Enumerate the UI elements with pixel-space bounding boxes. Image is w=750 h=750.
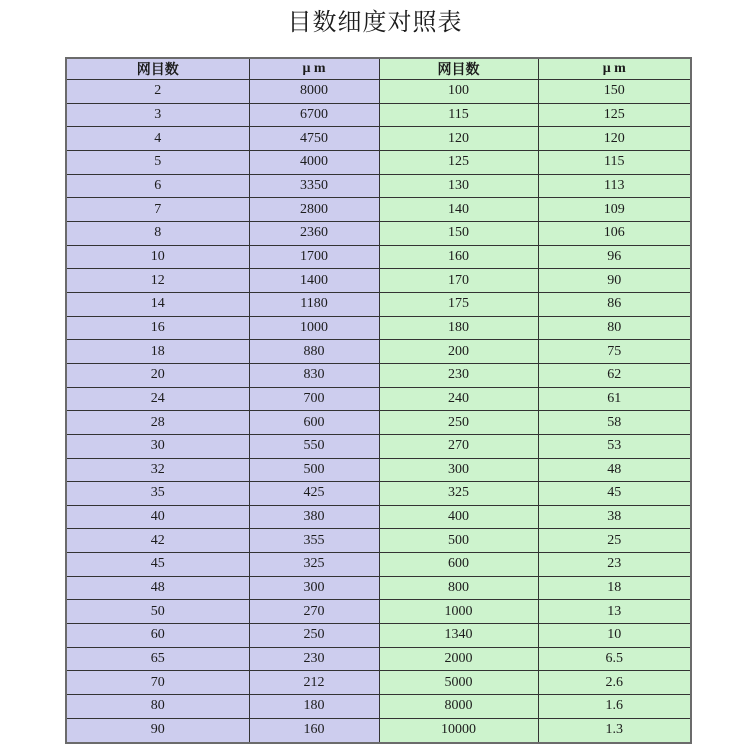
table-row [66, 458, 691, 482]
cell-mesh-right: 300 [379, 458, 538, 482]
cell-micron-right: 53 [538, 434, 691, 458]
cell-mesh-left: 5 [66, 150, 249, 174]
cell-mesh-right: 240 [379, 387, 538, 411]
cell-micron-left: 180 [249, 695, 379, 719]
table-row [66, 221, 691, 245]
cell-mesh-right: 800 [379, 576, 538, 600]
cell-mesh-left: 4 [66, 127, 249, 151]
cell-micron-left: 4750 [249, 127, 379, 151]
cell-micron-left: 700 [249, 387, 379, 411]
header-mesh-count-right: 网目数 [379, 58, 538, 80]
cell-micron-left: 6700 [249, 103, 379, 127]
cell-micron-right: 1.3 [538, 718, 691, 743]
table-row [66, 103, 691, 127]
cell-micron-right: 6.5 [538, 647, 691, 671]
cell-mesh-left: 28 [66, 411, 249, 435]
cell-mesh-right: 270 [379, 434, 538, 458]
cell-mesh-right: 400 [379, 505, 538, 529]
cell-micron-right: 23 [538, 553, 691, 577]
cell-micron-left: 1180 [249, 292, 379, 316]
cell-micron-right: 62 [538, 363, 691, 387]
table-body [66, 80, 691, 744]
table-row [66, 600, 691, 624]
cell-mesh-right: 140 [379, 198, 538, 222]
cell-micron-right: 61 [538, 387, 691, 411]
cell-micron-right: 38 [538, 505, 691, 529]
cell-mesh-left: 16 [66, 316, 249, 340]
cell-micron-right: 90 [538, 269, 691, 293]
table-row [66, 387, 691, 411]
cell-micron-left: 830 [249, 363, 379, 387]
cell-mesh-right: 125 [379, 150, 538, 174]
cell-mesh-right: 1340 [379, 624, 538, 648]
cell-mesh-left: 14 [66, 292, 249, 316]
cell-micron-right: 125 [538, 103, 691, 127]
cell-mesh-right: 8000 [379, 695, 538, 719]
cell-micron-right: 150 [538, 80, 691, 104]
table-row [66, 411, 691, 435]
table-row [66, 316, 691, 340]
cell-mesh-left: 80 [66, 695, 249, 719]
cell-mesh-left: 7 [66, 198, 249, 222]
cell-mesh-left: 12 [66, 269, 249, 293]
cell-mesh-right: 200 [379, 340, 538, 364]
cell-micron-left: 2360 [249, 221, 379, 245]
cell-micron-left: 550 [249, 434, 379, 458]
cell-micron-left: 380 [249, 505, 379, 529]
cell-mesh-left: 60 [66, 624, 249, 648]
table-row [66, 647, 691, 671]
cell-mesh-left: 65 [66, 647, 249, 671]
table-row [66, 505, 691, 529]
cell-micron-left: 500 [249, 458, 379, 482]
table-row [66, 80, 691, 104]
cell-micron-left: 250 [249, 624, 379, 648]
cell-mesh-left: 48 [66, 576, 249, 600]
cell-micron-right: 115 [538, 150, 691, 174]
cell-mesh-right: 600 [379, 553, 538, 577]
cell-mesh-right: 180 [379, 316, 538, 340]
cell-mesh-left: 70 [66, 671, 249, 695]
cell-micron-right: 10 [538, 624, 691, 648]
cell-mesh-left: 6 [66, 174, 249, 198]
header-micron-right: μ m [538, 58, 691, 80]
cell-mesh-right: 10000 [379, 718, 538, 743]
table-row [66, 127, 691, 151]
table-row [66, 269, 691, 293]
cell-mesh-left: 90 [66, 718, 249, 743]
cell-mesh-left: 2 [66, 80, 249, 104]
cell-micron-left: 230 [249, 647, 379, 671]
table-row [66, 174, 691, 198]
cell-micron-left: 355 [249, 529, 379, 553]
cell-micron-right: 58 [538, 411, 691, 435]
table-row [66, 718, 691, 743]
cell-micron-right: 2.6 [538, 671, 691, 695]
cell-mesh-left: 32 [66, 458, 249, 482]
cell-micron-left: 8000 [249, 80, 379, 104]
cell-mesh-right: 5000 [379, 671, 538, 695]
cell-micron-right: 86 [538, 292, 691, 316]
cell-micron-right: 120 [538, 127, 691, 151]
cell-micron-right: 13 [538, 600, 691, 624]
cell-mesh-left: 20 [66, 363, 249, 387]
header-mesh-count-left: 网目数 [66, 58, 249, 80]
cell-micron-right: 18 [538, 576, 691, 600]
cell-micron-right: 106 [538, 221, 691, 245]
page-title: 目数细度对照表 [287, 10, 463, 36]
cell-mesh-left: 10 [66, 245, 249, 269]
table-row [66, 624, 691, 648]
cell-micron-left: 880 [249, 340, 379, 364]
cell-micron-left: 3350 [249, 174, 379, 198]
table-header-row [66, 58, 691, 80]
cell-micron-right: 96 [538, 245, 691, 269]
table-row [66, 198, 691, 222]
table-row [66, 363, 691, 387]
cell-micron-right: 1.6 [538, 695, 691, 719]
cell-mesh-right: 325 [379, 482, 538, 506]
cell-mesh-left: 35 [66, 482, 249, 506]
cell-mesh-right: 500 [379, 529, 538, 553]
cell-micron-right: 48 [538, 458, 691, 482]
cell-micron-left: 160 [249, 718, 379, 743]
cell-mesh-right: 230 [379, 363, 538, 387]
cell-micron-right: 75 [538, 340, 691, 364]
table-row [66, 292, 691, 316]
table-row [66, 150, 691, 174]
cell-mesh-right: 100 [379, 80, 538, 104]
cell-micron-left: 2800 [249, 198, 379, 222]
table-row [66, 434, 691, 458]
cell-micron-left: 300 [249, 576, 379, 600]
cell-micron-left: 425 [249, 482, 379, 506]
cell-mesh-left: 42 [66, 529, 249, 553]
cell-mesh-right: 250 [379, 411, 538, 435]
table-row [66, 671, 691, 695]
cell-mesh-right: 130 [379, 174, 538, 198]
cell-mesh-right: 2000 [379, 647, 538, 671]
table-row [66, 576, 691, 600]
table-row [66, 482, 691, 506]
cell-mesh-right: 170 [379, 269, 538, 293]
cell-mesh-left: 18 [66, 340, 249, 364]
cell-mesh-right: 115 [379, 103, 538, 127]
table-row [66, 553, 691, 577]
table-row [66, 529, 691, 553]
cell-mesh-right: 160 [379, 245, 538, 269]
cell-micron-right: 25 [538, 529, 691, 553]
cell-micron-left: 212 [249, 671, 379, 695]
cell-micron-right: 45 [538, 482, 691, 506]
cell-micron-left: 600 [249, 411, 379, 435]
cell-mesh-right: 1000 [379, 600, 538, 624]
cell-mesh-right: 150 [379, 221, 538, 245]
table-row [66, 245, 691, 269]
cell-micron-left: 1400 [249, 269, 379, 293]
cell-micron-left: 325 [249, 553, 379, 577]
cell-mesh-right: 120 [379, 127, 538, 151]
cell-mesh-left: 50 [66, 600, 249, 624]
cell-micron-right: 80 [538, 316, 691, 340]
cell-mesh-left: 45 [66, 553, 249, 577]
cell-mesh-right: 175 [379, 292, 538, 316]
cell-micron-right: 109 [538, 198, 691, 222]
table-row [66, 695, 691, 719]
cell-mesh-left: 30 [66, 434, 249, 458]
cell-micron-left: 1700 [249, 245, 379, 269]
cell-micron-right: 113 [538, 174, 691, 198]
table-row [66, 340, 691, 364]
cell-micron-left: 1000 [249, 316, 379, 340]
cell-micron-left: 270 [249, 600, 379, 624]
cell-mesh-left: 24 [66, 387, 249, 411]
cell-mesh-left: 3 [66, 103, 249, 127]
mesh-conversion-table [65, 57, 692, 744]
cell-mesh-left: 8 [66, 221, 249, 245]
cell-mesh-left: 40 [66, 505, 249, 529]
cell-micron-left: 4000 [249, 150, 379, 174]
header-micron-left: μ m [249, 58, 379, 80]
